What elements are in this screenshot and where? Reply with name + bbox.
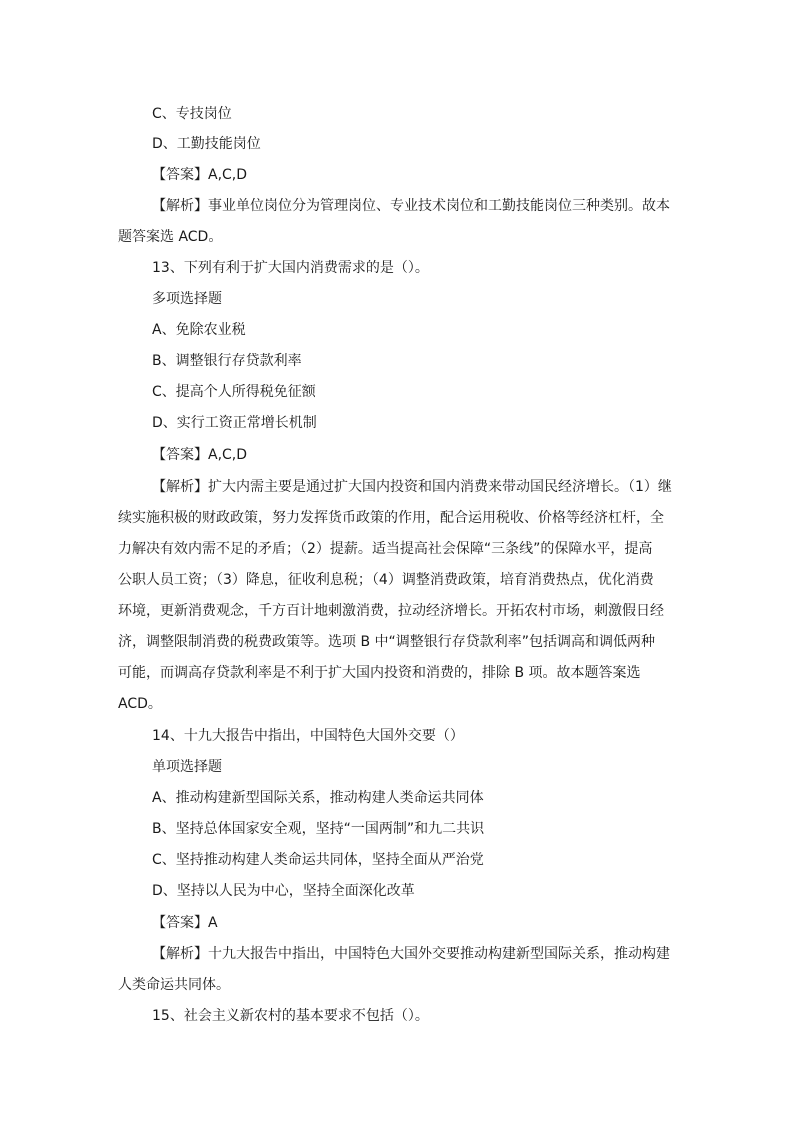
analysis-cont: 续实施积极的财政政策，努力发挥货币政策的作用，配合运用税收、价格等经济杠杆，全: [118, 510, 664, 526]
analysis: 【解析】十九大报告中指出，中国特色大国外交要推动构建新型国际关系，推动构建: [152, 946, 670, 962]
analysis-cont: 力解决有效内需不足的矛盾；（2）提薪。适当提高社会保障“三条线”的保障水平，提高: [118, 541, 653, 557]
analysis-cont: 人类命运共同体。: [118, 977, 230, 993]
analysis: 【解析】扩大内需主要是通过扩大国内投资和国内消费来带动国民经济增长。（1）继: [152, 479, 672, 495]
analysis-cont: 题答案选 ACD。: [118, 229, 223, 245]
answer: 【答案】A,C,D: [152, 447, 248, 463]
option-a: A、免除农业税: [152, 322, 246, 338]
answer: 【答案】A: [152, 915, 218, 931]
option-c: C、坚持推动构建人类命运共同体，坚持全面从严治党: [152, 852, 484, 868]
option-d: D、工勤技能岗位: [152, 136, 261, 152]
question-14: 14、十九大报告中指出，中国特色大国外交要（）: [152, 728, 464, 744]
option-d: D、实行工资正常增长机制: [152, 415, 317, 431]
option-b: B、调整银行存贷款利率: [152, 353, 302, 369]
analysis-cont: ACD。: [118, 696, 162, 712]
option-c: C、专技岗位: [152, 106, 232, 122]
question-15: 15、社会主义新农村的基本要求不包括（）。: [152, 1008, 429, 1024]
option-a: A、推动构建新型国际关系，推动构建人类命运共同体: [152, 790, 484, 806]
option-d: D、坚持以人民为中心，坚持全面深化改革: [152, 883, 415, 899]
analysis-cont: 公职人员工资；（3）降息，征收利息税；（4）调整消费政策，培育消费热点，优化消费: [118, 572, 654, 588]
question-type: 单项选择题: [152, 759, 222, 775]
question-13: 13、下列有利于扩大国内消费需求的是（）。: [152, 260, 429, 276]
option-c: C、提高个人所得税免征额: [152, 384, 316, 400]
analysis: 【解析】事业单位岗位分为管理岗位、专业技术岗位和工勤技能岗位三种类别。故本: [152, 198, 670, 214]
question-type: 多项选择题: [152, 291, 222, 307]
answer: 【答案】A,C,D: [152, 167, 248, 183]
analysis-cont: 可能，而调高存贷款利率是不利于扩大国内投资和消费的，排除 B 项。故本题答案选: [118, 665, 641, 681]
analysis-cont: 环境，更新消费观念，千方百计地刺激消费，拉动经济增长。开拓农村市场，刺激假日经: [118, 603, 664, 619]
analysis-cont: 济，调整限制消费的税费政策等。选项 B 中“调整银行存贷款利率”包括调高和调低两种: [118, 634, 656, 650]
option-b: B、坚持总体国家安全观，坚持“一国两制”和九二共识: [152, 821, 485, 837]
